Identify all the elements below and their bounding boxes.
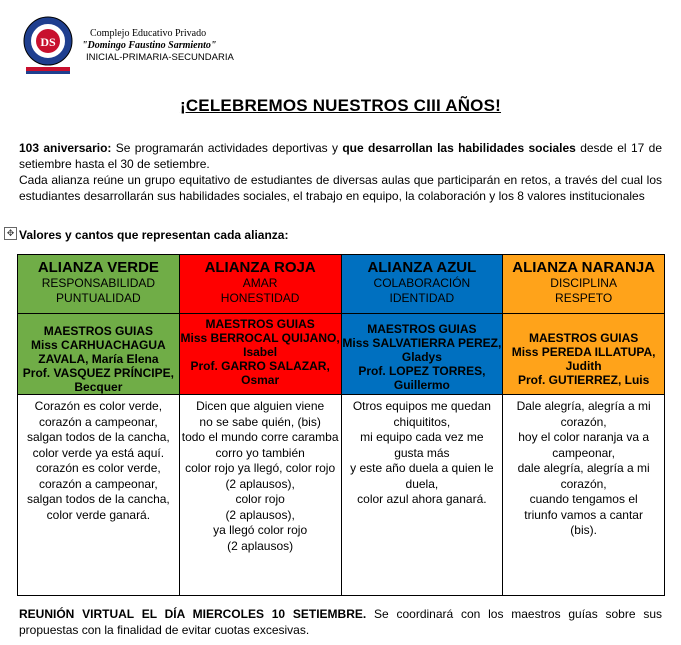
alliance-value: COLABORACIÓN bbox=[373, 276, 471, 290]
song-orange bbox=[503, 395, 665, 596]
intro-text-1: Se programarán actividades deportivas y bbox=[111, 141, 343, 155]
alliance-songs-row bbox=[18, 395, 665, 596]
alliance-header-orange bbox=[503, 255, 665, 314]
song-line: corazón es color verde, bbox=[36, 461, 161, 475]
school-name-block bbox=[82, 28, 234, 64]
guides-red bbox=[179, 314, 341, 395]
guides-line: MAESTROS GUIAS bbox=[43, 324, 154, 338]
alliance-value: IDENTIDAD bbox=[389, 291, 455, 305]
guides-line: Miss SALVATIERRA PEREZ, bbox=[342, 336, 502, 350]
alliance-header-blue bbox=[341, 255, 503, 314]
guides-line: Prof. GARRO SALAZAR, bbox=[190, 359, 330, 373]
page-title: ¡CELEBREMOS NUESTROS CIII AÑOS! bbox=[179, 96, 502, 115]
table-move-handle-icon[interactable]: ✥ bbox=[4, 227, 17, 240]
song-line: color rojo bbox=[235, 492, 285, 506]
song-line: (2 aplausos) bbox=[227, 538, 294, 553]
song-line: no se sabe quién, (bis) bbox=[199, 414, 321, 429]
guides-line: Miss PEREDA ILLATUPA, bbox=[511, 345, 656, 359]
song-line: ya llegó color rojo bbox=[213, 523, 308, 537]
alliance-value: DISCIPLINA bbox=[550, 276, 617, 290]
song-line: (bis). bbox=[570, 523, 597, 537]
song-line: salgan todos de la cancha, bbox=[26, 492, 170, 506]
song-line: chiquititos, bbox=[393, 414, 451, 429]
guides-blue bbox=[341, 314, 503, 395]
song-line: y este año duela a quien le bbox=[350, 461, 494, 475]
song-line: Corazón es color verde, bbox=[34, 399, 163, 413]
song-line: mi equipo cada vez me bbox=[360, 430, 484, 444]
guides-line: Miss CARHUACHAGUA bbox=[31, 338, 166, 352]
alliance-name: ALIANZA VERDE bbox=[37, 259, 159, 276]
alliance-name: ALIANZA NARANJA bbox=[512, 259, 656, 276]
song-line: corazón, bbox=[560, 414, 607, 429]
intro-text bbox=[19, 140, 662, 204]
song-line: Otros equipos me quedan bbox=[352, 399, 491, 413]
intro-paragraph-2: Cada alianza reúne un grupo equitativo de estudiantes de diversas aulas que participarán en retos, a través del cual los estudiantes desarrollarán sus habilidades sociales, el trabajo en equipo, la colaboración y los 8 valores institucionales bbox=[19, 173, 662, 203]
song-line: corazón a campeonar, bbox=[39, 476, 158, 491]
alliance-value: RESPONSABILIDAD bbox=[41, 276, 156, 290]
guides-line: Osmar bbox=[241, 373, 280, 387]
guides-line: ZAVALA, María Elena bbox=[38, 352, 159, 366]
alliance-value: RESPETO bbox=[555, 291, 613, 305]
song-line: gusta más bbox=[394, 445, 450, 460]
song-line: corazón, bbox=[560, 476, 607, 491]
reunion-text: Se coordinará con los maestros guías sobre sus propuestas con la finalidad de evitar cuotas excesivas. bbox=[19, 607, 662, 637]
alliances-table bbox=[17, 254, 665, 596]
song-line: color azul ahora ganará. bbox=[357, 492, 487, 506]
intro-paragraph-1 bbox=[19, 140, 662, 172]
song-line: dale alegría, alegría a mi bbox=[517, 461, 650, 475]
guides-line: Guillermo bbox=[393, 378, 450, 392]
intro-bold-2: que desarrollan las habilidades sociales bbox=[342, 141, 576, 155]
alliance-header-row bbox=[18, 255, 665, 314]
school-header bbox=[20, 14, 660, 84]
guides-line: Prof. LOPEZ TORRES, bbox=[358, 364, 486, 378]
guides-line: Prof. GUTIERREZ, Luis bbox=[517, 373, 650, 387]
school-line-1: Complejo Educativo Privado bbox=[90, 28, 207, 39]
song-line: hoy el color naranja va a bbox=[518, 430, 649, 444]
song-line: duela, bbox=[405, 476, 439, 491]
song-line: (2 aplausos), bbox=[225, 507, 295, 522]
song-line: color verde ganará. bbox=[46, 507, 151, 522]
guides-line: MAESTROS GUIAS bbox=[528, 331, 639, 345]
alliance-header-green bbox=[18, 255, 180, 314]
song-green bbox=[18, 395, 180, 596]
song-line: Dale alegría, alegría a mi bbox=[516, 399, 651, 413]
guides-line: Miss BERROCAL QUIJANO, bbox=[180, 331, 340, 345]
guides-line: Gladys bbox=[401, 350, 442, 364]
alliance-value: AMAR bbox=[242, 276, 278, 290]
guides-orange bbox=[503, 314, 665, 395]
song-line: todo el mundo corre caramba bbox=[181, 430, 339, 444]
song-red bbox=[179, 395, 341, 596]
song-line: salgan todos de la cancha, bbox=[26, 430, 170, 444]
logo-letters: DS bbox=[40, 35, 56, 49]
intro-text-2: desde el 17 de setiembre hasta el 30 de setiembre. bbox=[19, 141, 662, 171]
song-line: (2 aplausos), bbox=[225, 476, 295, 491]
guides-line: Judith bbox=[565, 359, 602, 373]
guides-line: Becquer bbox=[74, 380, 123, 394]
school-line-2: "Domingo Faustino Sarmiento" bbox=[82, 40, 217, 51]
song-blue bbox=[341, 395, 503, 596]
guides-line: Prof. VASQUEZ PRÍNCIPE, bbox=[22, 366, 174, 380]
school-line-3: INICIAL-PRIMARIA-SECUNDARIA bbox=[86, 52, 234, 63]
song-line: color rojo ya llegó, color rojo bbox=[185, 461, 336, 475]
valores-heading: Valores y cantos que representan cada alianza: bbox=[19, 228, 289, 242]
alliance-name: ALIANZA ROJA bbox=[204, 259, 316, 276]
guides-green bbox=[18, 314, 180, 395]
song-line: corro yo también bbox=[215, 445, 305, 460]
school-logo-icon bbox=[20, 14, 76, 78]
alliance-header-red bbox=[179, 255, 341, 314]
guides-line: MAESTROS GUIAS bbox=[367, 322, 477, 336]
song-line: triunfo vamos a cantar bbox=[524, 507, 643, 522]
song-line: color verde ya está aquí. bbox=[32, 445, 165, 460]
reunion-heading: REUNIÓN VIRTUAL EL DÍA MIERCOLES 10 SETIEMBRE. bbox=[19, 607, 367, 621]
song-line: campeonar, bbox=[552, 445, 615, 460]
guides-line: MAESTROS GUIAS bbox=[205, 317, 315, 331]
song-line: cuando tengamos el bbox=[529, 492, 638, 506]
reunion-notice bbox=[19, 606, 662, 638]
guides-line: Isabel bbox=[243, 345, 278, 359]
song-line: corazón a campeonar, bbox=[39, 414, 158, 429]
anniversary-label: 103 aniversario: bbox=[19, 141, 112, 155]
alliance-value: HONESTIDAD bbox=[220, 291, 300, 305]
alliance-guides-row bbox=[18, 314, 665, 395]
alliance-value: PUNTUALIDAD bbox=[56, 291, 141, 305]
alliance-name: ALIANZA AZUL bbox=[367, 259, 477, 276]
song-line: Dicen que alguien viene bbox=[196, 399, 325, 413]
